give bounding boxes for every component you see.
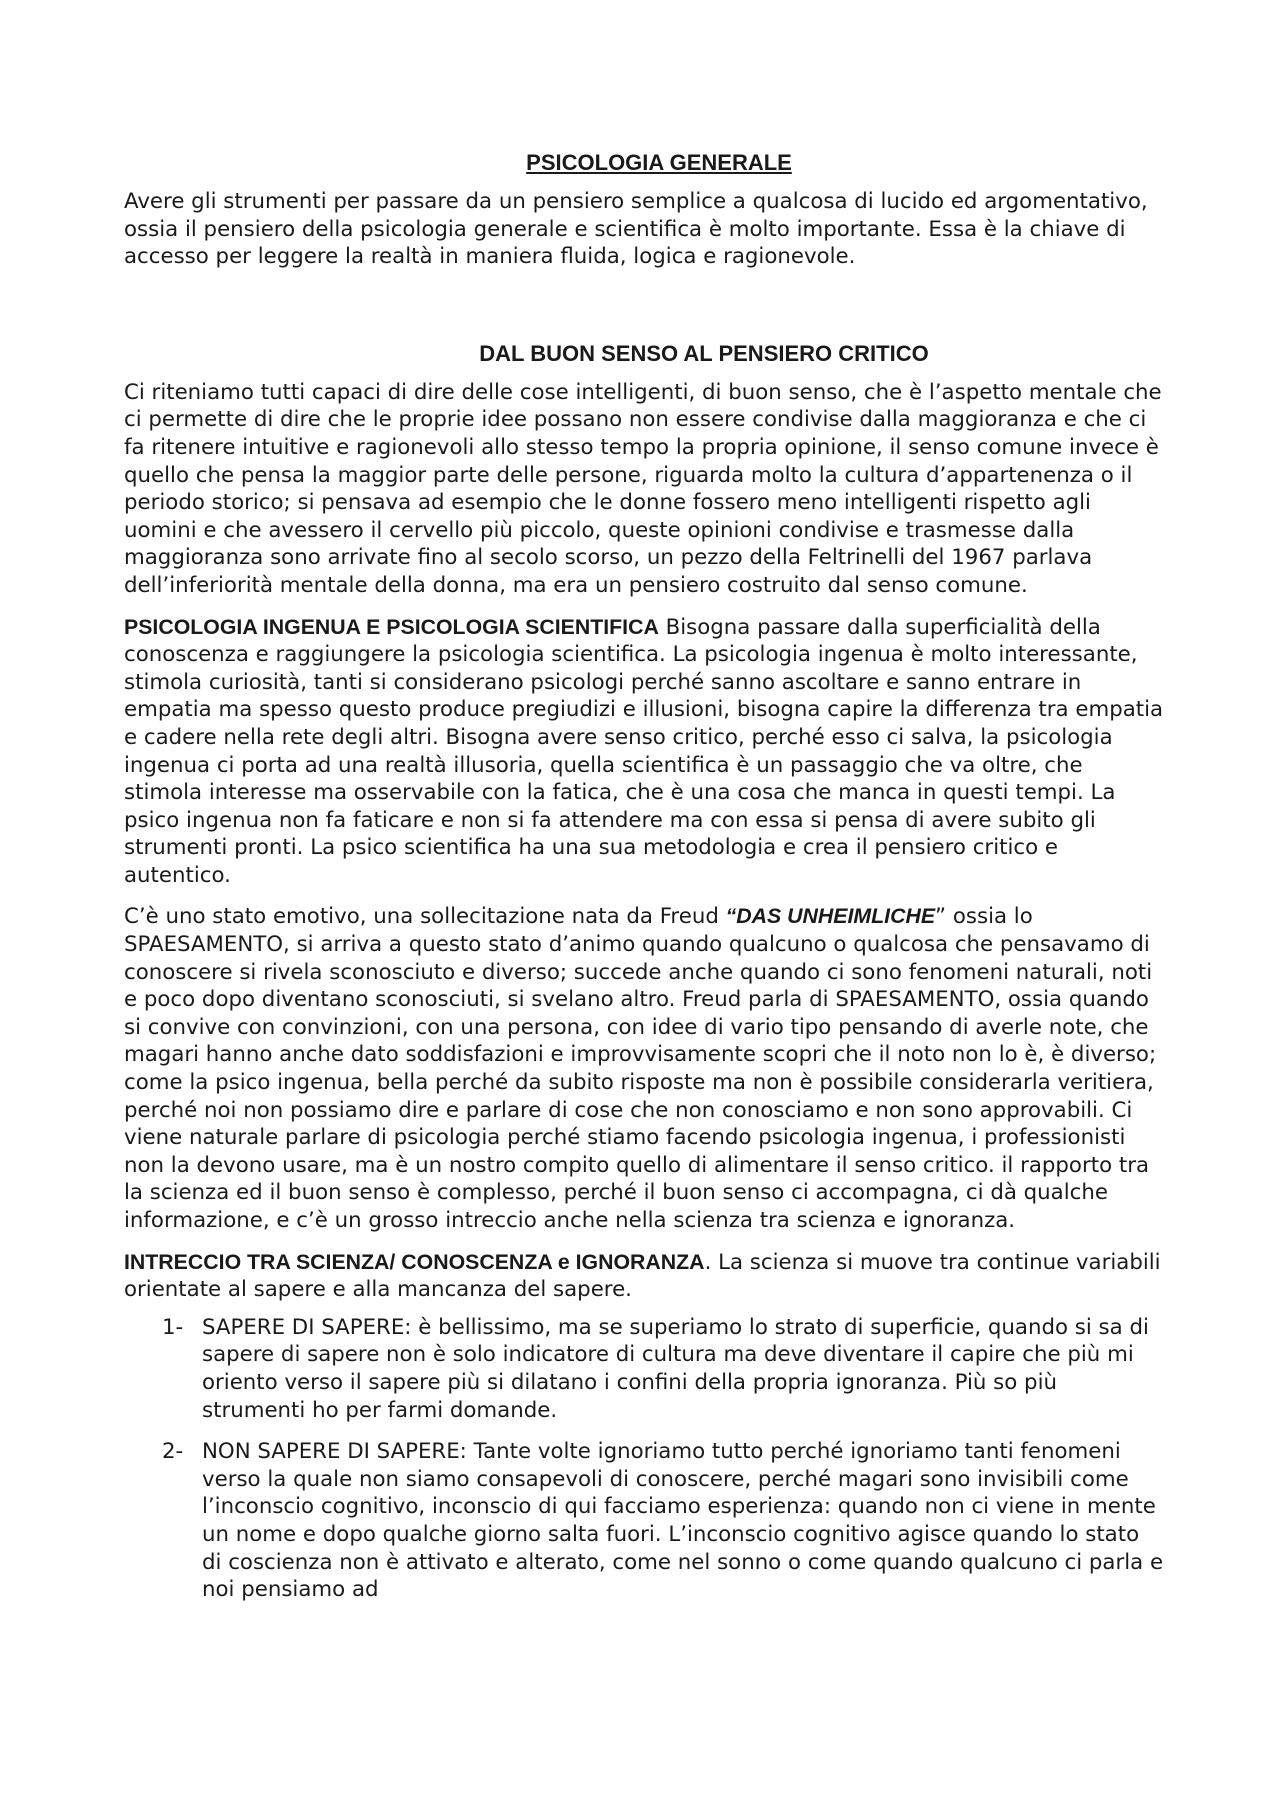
list-item-text: NON SAPERE DI SAPERE: Tante volte ignoriamo tutto perché ignoriamo tanti fenomeni verso la quale non siamo consapevoli di conoscere, perché magari sono invisibili come l’inconscio cognitivo, inconscio di qui facciamo esperienza: quando non ci viene in mente un nome e dopo qualche giorno salta fuori. L’inconscio cognitivo agisce quando lo stato di coscienza non è attivato e alterato, come nel sonno o come quando qualcuno ci parla e noi pensiamo ad [202,1439,1164,1603]
paragraph-lead-heading: PSICOLOGIA INGENUA E PSICOLOGIA SCIENTIFICA [124,614,659,639]
paragraph-lead-heading: INTRECCIO TRA SCIENZA/ CONOSCENZA e IGNORANZA [124,1249,705,1274]
paragraph-psicologia-ingenua [124,614,1164,890]
list-item-number: 2- [162,1439,184,1465]
paragraph-buon-senso: Ci riteniamo tutti capaci di dire delle cose intelligenti, di buon senso, che è l’aspetto mentale che ci permette di dire che le proprie idee possano non essere condivise dalla maggioranza e che ci fa ritenere intuitive e ragionevoli allo stesso tempo la propria opinione, il senso comune invece è quello che pensa la maggior parte delle persone, riguarda molto la cultura d’appartenenza o il periodo storico; si pensava ad esempio che le donne fossero meno intelligenti rispetto agli uomini e che avessero il cervello più piccolo, queste opinioni condivise e trasmesse dalla maggioranza sono arrivate fino al secolo scorso, un pezzo della Feltrinelli del 1967 parlava dell’inferiorità mentale della donna, ma era un pensiero costruito dal senso comune. [124,379,1162,598]
list-item-text: SAPERE DI SAPERE: è bellissimo, ma se superiamo lo strato di superficie, quando si sa di sapere di sapere non è solo indicatore di cultura ma deve diventare il capire che più mi oriento verso il sapere più si dilatano i confini della propria ignoranza. Più so più strumenti ho per farmi domande. [202,1314,1149,1423]
paragraph-text: ” ossia lo SPAESAMENTO, si arriva a questo stato d’animo quando qualcuno o qualcosa che pensavamo di conoscere si rivela sconosciuto e diverso; succede anche quando ci sono fenomeni naturali, noti e poco dopo diventano sconosciuti, si svelano altro. Freud parla di SPAESAMENTO, ossia quando si convive con convinzioni, con una persona, con idee di vario tipo pensando di averle note, che magari hanno anche dato soddisfazioni e improvvisamente scopri che il noto non lo è, è diverso; come la psico ingenua, bella perché da subito risposte ma non è possibile considerarla veritiera, perché noi non possiamo dire e parlare di cose che non conosciamo e non sono approvabili. Ci viene naturale parlare di psicologia perché stiamo facendo psicologia ingenua, i professionisti non la devono usare, ma è un nostro compito quello di alimentare il senso critico. il rapporto tra la scienza ed il buon senso è complesso, perché il buon senso ci accompagna, ci dà qualche informazione, e c’è un grosso intreccio anche nella scienza tra scienza e ignoranza. [124,904,1157,1233]
document-page [124,150,1164,1618]
paragraph-intreccio [124,1249,1164,1304]
section-title: DAL BUON SENSO AL PENSIERO CRITICO [479,340,929,366]
intro-paragraph: Avere gli strumenti per passare da un pensiero semplice a qualcosa di lucido ed argomentativo, ossia il pensiero della psicologia generale e scientifica è molto importante. Essa è la chiave di accesso per leggere la realtà in maniera fluida, logica e ragionevole. [124,189,1148,270]
list-item [124,1438,1164,1604]
paragraph-text: C’è uno stato emotivo, una sollecitazione nata da Freud [124,904,726,930]
paragraph-text: Bisogna passare dalla superficialità della conoscenza e raggiungere la psicologia scientifica. La psicologia ingenua è molto interessante, stimola curiosità, tanti si considerano psicologi perché sanno ascoltare e sanno entrare in empatia ma spesso questo produce pregiudizi e illusioni, bisogna capire la differenza tra empatia e cadere nella rete degli altri. Bisogna avere senso critico, perché esso ci salva, la psicologia ingenua ci porta ad una realtà illusoria, quella scientifica è un passaggio che va oltre, che stimola interesse ma osservabile con la fatica, che è una cosa che manca in questi tempi. La psico ingenua non fa faticare e non si fa attendere ma con essa si pensa di avere subito gli strumenti pronti. La psico scientifica ha una sua metodologia e crea il pensiero critico e autentico. [124,614,1164,888]
emphasis-term: “DAS UNHEIMLICHE [725,904,936,929]
list-item [124,1314,1164,1424]
list-item-number: 1- [162,1314,184,1340]
numbered-list [124,1314,1164,1604]
paragraph-spaesamento [124,903,1164,1234]
paragraph-text: . La scienza si muove tra continue variabili orientate al sapere e alla mancanza del sapere. [124,1249,1161,1303]
document-title: PSICOLOGIA GENERALE [526,150,792,175]
